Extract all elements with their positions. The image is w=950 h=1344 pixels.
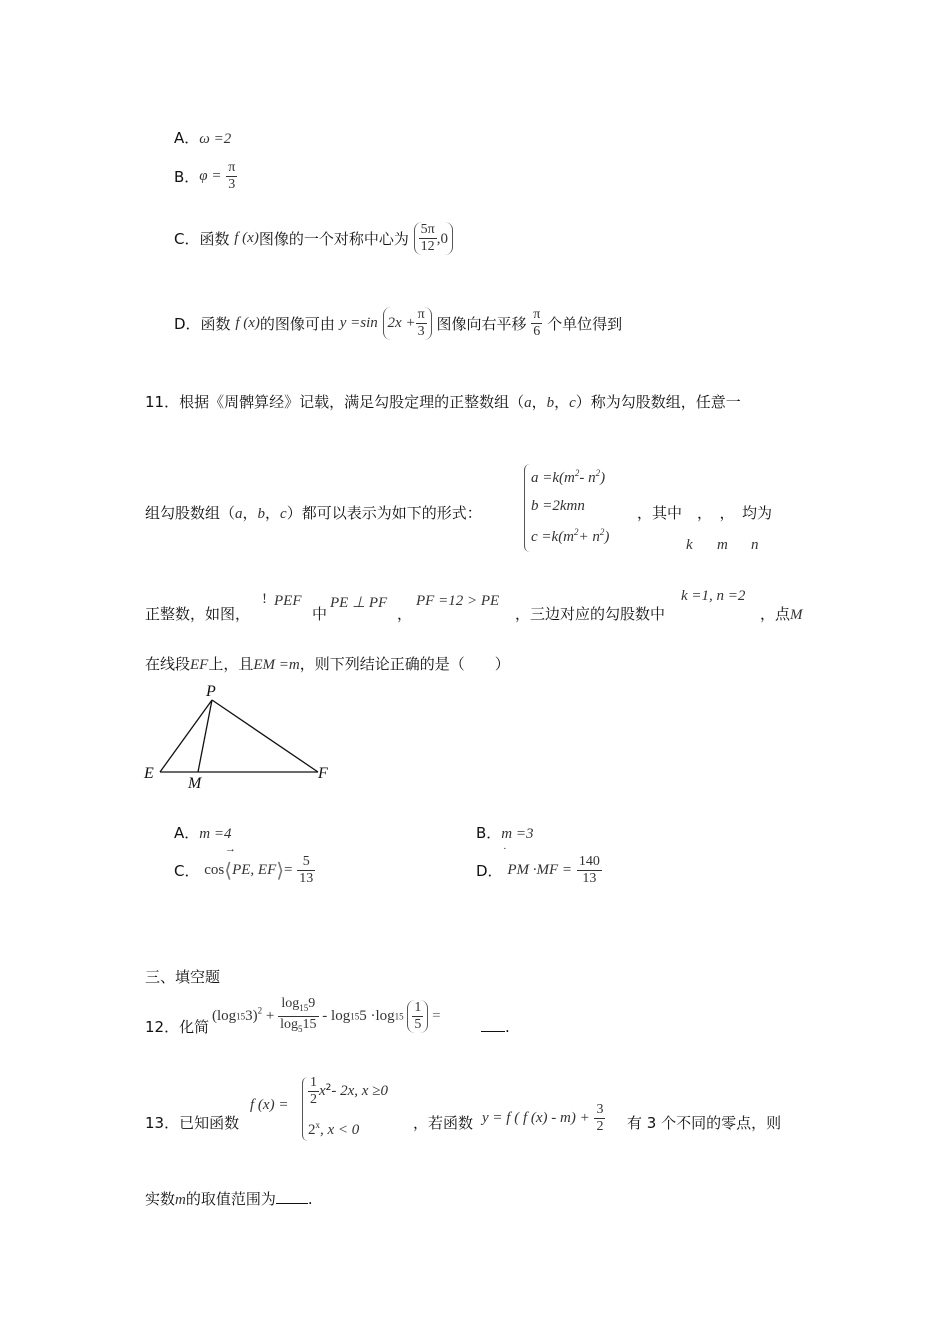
triangle-figure bbox=[140, 680, 340, 795]
triangle-pef: PEF bbox=[274, 593, 302, 609]
q13-tail: 有 3 个不同的零点，则 bbox=[627, 1114, 782, 1132]
system-eq-b: b =2kmn bbox=[531, 498, 585, 514]
q11-option-c: C． cos⟨PE, EF⟩= $\frac{5}{13}$ bbox=[174, 854, 314, 886]
q13-label: 13．已知函数 bbox=[145, 1114, 240, 1132]
var-m: m bbox=[717, 537, 728, 553]
edge-pf bbox=[212, 700, 318, 772]
q11-line3-mid: ，三边对应的勾股数中 bbox=[515, 605, 666, 623]
q12-answer-blank: . bbox=[481, 1016, 510, 1036]
q11-line4: 在线段EF上，且EM =m，则下列结论正确的是（ ） bbox=[145, 655, 510, 673]
zhong-text: 中 bbox=[312, 605, 328, 623]
q11-option-b: B．m =3 bbox=[476, 824, 534, 842]
piecewise-case-2: 2$^x$, x < 0 bbox=[308, 1120, 360, 1138]
fraction: $\frac{\pi}{3}$ bbox=[228, 160, 236, 192]
q13-function-y: y = f ( f (x) - m) + $\frac{3}{2}$ bbox=[482, 1102, 604, 1134]
system-brace bbox=[524, 464, 531, 552]
label-e: E bbox=[144, 765, 154, 782]
q13-fx: f (x) = bbox=[250, 1097, 289, 1113]
q11-line3-tail: ，点M bbox=[760, 605, 803, 623]
answer-blank bbox=[481, 1016, 505, 1032]
section-title: 三、填空题 bbox=[145, 968, 221, 986]
q12-expression: $(\log 153)^2$ + $\frac{\log_{15}9}{\log_515}$ - log155 ·log15 $\frac{1}{5}$ = bbox=[212, 996, 441, 1034]
q11-option-d: D． PM ·MF = $\frac{140}{13}$ bbox=[476, 854, 600, 886]
comma-text: ， bbox=[397, 605, 413, 623]
q11-option-a: A．m =4 bbox=[174, 824, 232, 842]
system-eq-a: $a =k(m^2-$ $n^2$) bbox=[531, 468, 606, 486]
dot-mark: · bbox=[503, 843, 507, 855]
q13-line2: 实数m的取值范围为 . bbox=[145, 1190, 313, 1208]
triangle-symbol: ! bbox=[262, 591, 267, 607]
q13-mid: ，若函数 bbox=[413, 1114, 474, 1132]
q11-line3-head: 正整数，如图， bbox=[145, 605, 251, 623]
var-k: k bbox=[686, 537, 693, 553]
vector-arrow: → bbox=[225, 843, 236, 855]
perp-condition: PE ⊥ PF bbox=[330, 595, 388, 611]
q12-label: 12．化简 bbox=[145, 1018, 210, 1036]
label-p: P bbox=[206, 683, 216, 700]
q10-option-a: A．ω =2 bbox=[174, 129, 232, 147]
q10-option-d: D．函数 f (x)的图像可由 y =sin 2x + $\frac{\pi}{3}$ 图像向右平移 $\frac{\pi}{6}$ 个单位得到 bbox=[174, 307, 623, 339]
edge-pe bbox=[160, 700, 212, 772]
pf-condition: PF =12 > PE bbox=[416, 593, 500, 609]
answer-blank bbox=[276, 1188, 308, 1204]
var-n: n bbox=[751, 537, 759, 553]
q11-line2: 组勾股数组（a，b，c）都可以表示为如下的形式： bbox=[145, 504, 482, 522]
paren-group: $\frac{5\pi}{12}$ ,0 bbox=[414, 222, 453, 255]
q10-option-b: B．φ = $\frac{\pi}{3}$ bbox=[174, 160, 236, 192]
piecewise-case-1: $\frac{1}{2}$ $x^2-$ 2x, x ≥0 bbox=[310, 1075, 388, 1107]
label-f: F bbox=[318, 765, 328, 782]
kn-values: k =1, n =2 bbox=[681, 588, 746, 604]
system-eq-c: $c =k(m^2+ n^2)$ bbox=[531, 527, 610, 545]
q11-line2-tail: ，其中 ， ， 均为 bbox=[637, 504, 773, 522]
label-m: M bbox=[188, 775, 202, 792]
q10-option-c: C．函数 f (x)图像的一个对称中心为 $\frac{5\pi}{12}$ ,0 bbox=[174, 222, 453, 255]
q11-line1: 11．根据《周髀算经》记载，满足勾股定理的正整数组（a，b，c）称为勾股数组，任意一 bbox=[145, 393, 741, 411]
